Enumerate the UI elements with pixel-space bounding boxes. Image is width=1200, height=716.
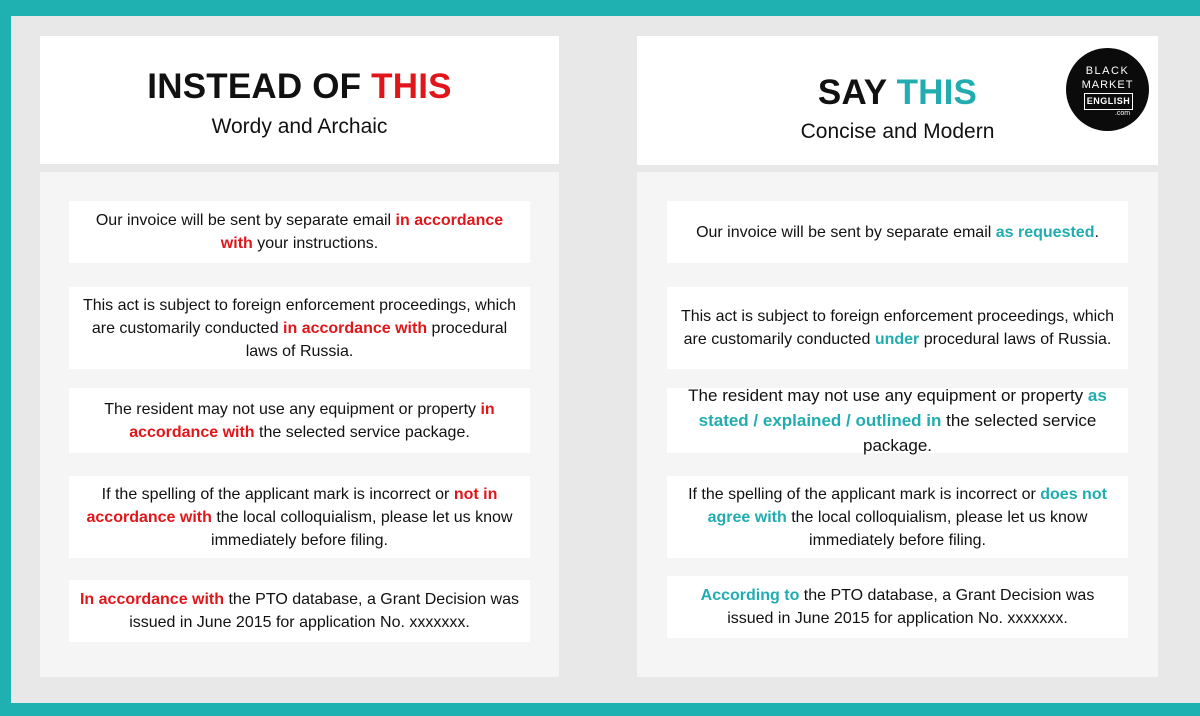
right-title-part1: SAY xyxy=(817,73,897,112)
left-card-4 xyxy=(69,476,530,558)
right-card-2 xyxy=(667,287,1128,369)
card-text: the selected service package. xyxy=(254,423,470,441)
card-highlight: According to xyxy=(700,587,800,604)
right-title-highlight: THIS xyxy=(896,73,978,112)
card-text: procedural laws of Russia. xyxy=(245,319,508,360)
card-text: If the spelling of the applicant mark is incorrect or xyxy=(688,485,1041,503)
card-highlight: in accordance with xyxy=(129,400,495,441)
left-card-3 xyxy=(69,388,530,453)
left-header xyxy=(40,36,559,164)
card-text: the PTO database, a Grant Decision was issued in June 2015 for application No. xxxxxxx. xyxy=(129,591,519,631)
logo-line1: BLACK xyxy=(1085,65,1130,77)
card-text: Our invoice will be sent by separate email xyxy=(696,223,996,241)
right-card-1 xyxy=(667,201,1128,263)
card-text: . xyxy=(1094,223,1099,241)
black-market-english-logo xyxy=(1066,48,1149,131)
card-highlight: under xyxy=(874,331,920,348)
left-column xyxy=(40,172,559,677)
left-card-5 xyxy=(69,580,530,642)
card-text: This act is subject to foreign enforcement proceedings, which are customarily conducted xyxy=(82,296,517,337)
card-text: your instructions. xyxy=(252,235,379,252)
right-card-4 xyxy=(667,476,1128,558)
logo-line3: ENGLISH xyxy=(1084,93,1133,110)
card-highlight: as stated / explained / outlined in xyxy=(698,386,1107,430)
card-text: Our invoice will be sent by separate email xyxy=(95,212,396,229)
right-card-5 xyxy=(667,576,1128,638)
logo-line2: MARKET xyxy=(1081,79,1134,91)
card-highlight: in accordance with xyxy=(283,319,428,337)
left-title-part1: INSTEAD OF xyxy=(147,67,372,106)
card-highlight: as requested xyxy=(995,223,1095,241)
card-highlight: does not agree with xyxy=(707,485,1107,526)
card-text: The resident may not use any equipment or property xyxy=(688,386,1088,405)
left-title xyxy=(40,67,559,107)
card-text: the local colloquialism, please let us know immediately before filing. xyxy=(211,508,513,549)
card-text: This act is subject to foreign enforcement proceedings, which are customarily conducted xyxy=(680,308,1115,348)
card-text: the PTO database, a Grant Decision was issued in June 2015 for application No. xxxxxxx. xyxy=(727,587,1095,627)
left-title-highlight: THIS xyxy=(371,67,452,106)
right-card-3 xyxy=(667,388,1128,453)
card-highlight: not in accordance with xyxy=(86,485,498,526)
main-frame xyxy=(11,16,1200,703)
card-text: procedural laws of Russia. xyxy=(919,331,1112,348)
right-subtitle: Concise and Modern xyxy=(800,120,995,143)
card-text: the selected service package. xyxy=(863,411,1097,455)
card-text: the local colloquialism, please let us know immediately before filing. xyxy=(786,508,1088,549)
card-text: The resident may not use any equipment or property xyxy=(104,400,481,418)
left-subtitle: Wordy and Archaic xyxy=(211,115,388,138)
card-text: If the spelling of the applicant mark is incorrect or xyxy=(101,485,454,503)
right-column xyxy=(637,172,1158,677)
left-card-1 xyxy=(69,201,530,263)
left-card-2 xyxy=(69,287,530,369)
logo-line4: .com xyxy=(1114,110,1131,117)
card-highlight: In accordance with xyxy=(79,591,225,608)
card-highlight: in accordance with xyxy=(220,212,504,252)
